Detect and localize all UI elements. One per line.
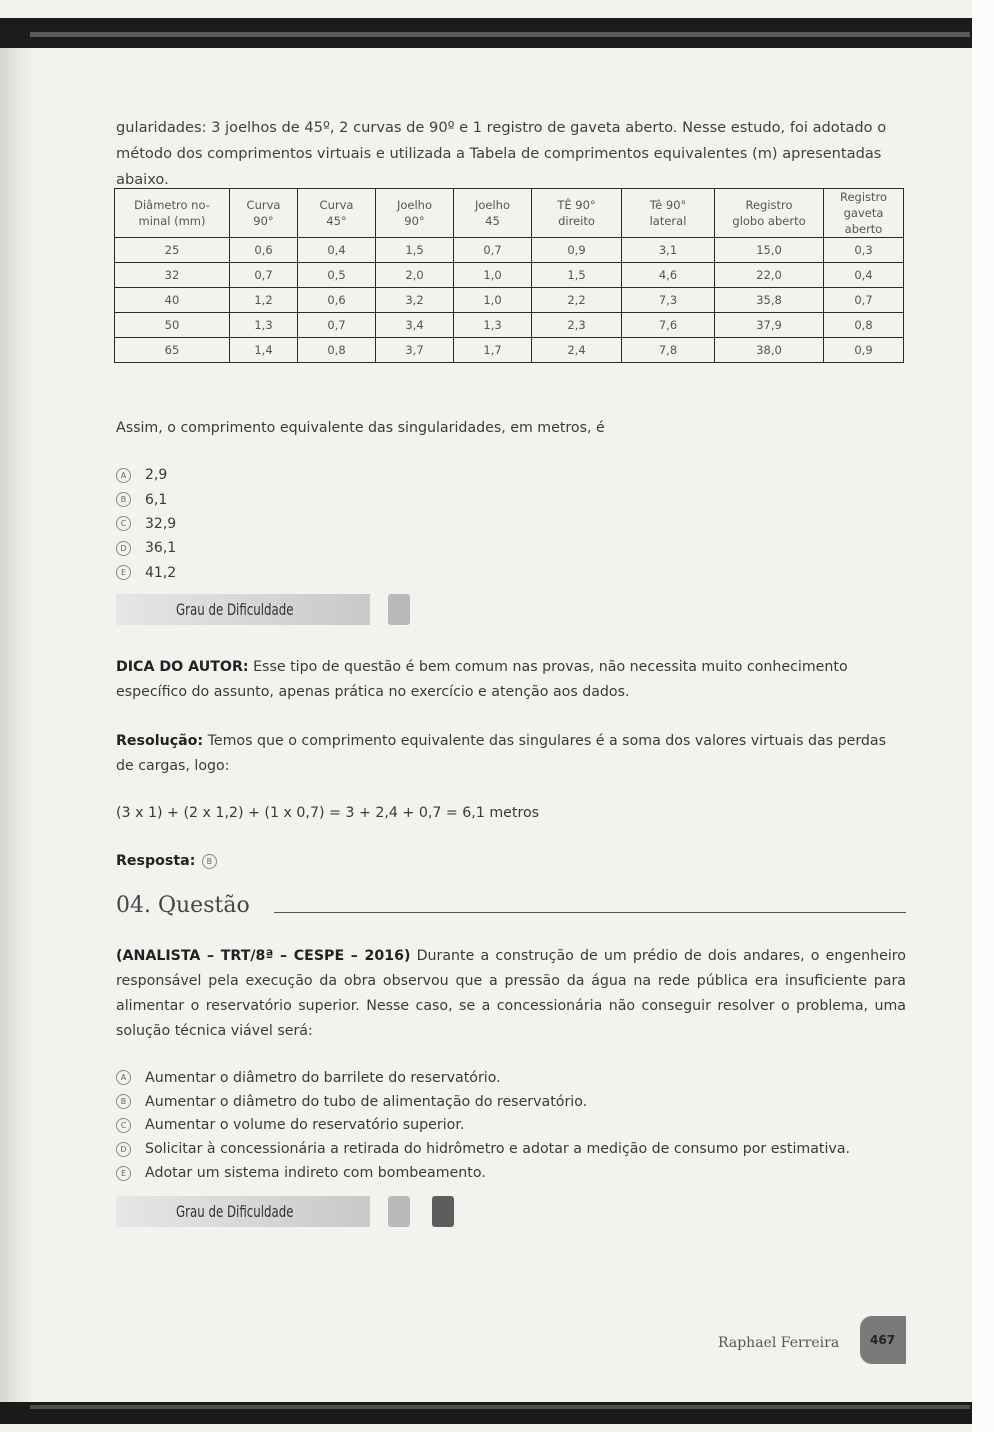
table-header-cell: Joelho 45: [454, 189, 532, 238]
option-text: Aumentar o diâmetro do barrilete do reservatório.: [145, 1069, 501, 1086]
resolution: [116, 729, 906, 779]
table-cell: 1,0: [454, 263, 532, 288]
table-cell: 2,4: [532, 338, 622, 363]
table-cell: 2,2: [532, 288, 622, 313]
table-cell: 1,3: [454, 313, 532, 338]
bottom-border: [0, 1402, 972, 1424]
option-text: Aumentar o volume do reservatório superior.: [145, 1117, 465, 1134]
option-c[interactable]: [116, 512, 416, 536]
option-a[interactable]: [116, 1066, 906, 1090]
question-source: (ANALISTA – TRT/8ª – CESPE – 2016): [116, 948, 411, 964]
option-letter-icon: A: [116, 468, 131, 483]
option-d[interactable]: [116, 1137, 906, 1161]
table-cell: 15,0: [715, 238, 824, 263]
answer-options: [116, 463, 416, 585]
table-cell: 3,2: [376, 288, 454, 313]
table-header-cell: Diâmetro no- minal (mm): [115, 189, 230, 238]
option-text: 32,9: [145, 515, 177, 532]
option-a[interactable]: [116, 463, 416, 487]
option-text: Adotar um sistema indireto com bombeamento.: [145, 1165, 486, 1182]
difficulty-label: Grau de Dificuldade: [176, 600, 294, 619]
table-header-cell: Registro globo aberto: [715, 189, 824, 238]
difficulty-level-icon: [432, 1196, 454, 1227]
table-cell: 7,6: [622, 313, 715, 338]
answer-label: Resposta:: [116, 853, 196, 869]
top-border: [0, 18, 972, 48]
table-row: [115, 238, 904, 263]
table-cell: 1,4: [230, 338, 298, 363]
table-cell: 0,5: [298, 263, 376, 288]
option-text: Aumentar o diâmetro do tubo de alimentação do reservatório.: [145, 1093, 588, 1110]
table-row: [115, 263, 904, 288]
difficulty-label: Grau de Dificuldade: [176, 1202, 294, 1221]
table-cell: 0,7: [230, 263, 298, 288]
option-letter-icon: C: [116, 516, 131, 531]
question-stem-text: Durante a construção de um prédio de dois andares, o engenheiro responsável pela execução da obra observou que a pressão da água na rede pública era insuficiente para alimentar o reservatório superior. Nesse caso, se a concessionária não conseguir resolver o problema, uma solução técnica viável será:: [116, 948, 906, 1039]
table-cell: 35,8: [715, 288, 824, 313]
option-letter-icon: D: [116, 541, 131, 556]
option-letter-icon: B: [116, 1094, 131, 1109]
option-b[interactable]: [116, 487, 416, 511]
table-cell: 0,4: [298, 238, 376, 263]
resolution-text: Temos que o comprimento equivalente das singulares é a soma dos valores virtuais das perdas de cargas, logo:: [116, 733, 886, 774]
table-cell: 3,7: [376, 338, 454, 363]
option-letter-icon: D: [116, 1142, 131, 1157]
table-cell: 0,7: [824, 288, 904, 313]
table-cell: 37,9: [715, 313, 824, 338]
table-cell: 0,4: [824, 263, 904, 288]
table-cell: 0,7: [298, 313, 376, 338]
option-letter-icon: B: [116, 492, 131, 507]
page-binding-shadow: [0, 48, 34, 1402]
table-cell: 32: [115, 263, 230, 288]
table-cell: 0,8: [824, 313, 904, 338]
formula: (3 x 1) + (2 x 1,2) + (1 x 0,7) = 3 + 2,4 + 0,7 = 6,1 metros: [116, 805, 540, 821]
table-cell: 22,0: [715, 263, 824, 288]
table-cell: 2,0: [376, 263, 454, 288]
table-header-cell: Tê 90° lateral: [622, 189, 715, 238]
option-e[interactable]: [116, 1161, 906, 1185]
page-number: 467: [870, 1333, 896, 1347]
option-text: 36,1: [145, 540, 177, 557]
table-cell: 7,8: [622, 338, 715, 363]
table-header-cell: Curva 90°: [230, 189, 298, 238]
option-letter-icon: E: [116, 1166, 131, 1181]
table-header-cell: TÊ 90° direito: [532, 189, 622, 238]
table-cell: 0,8: [298, 338, 376, 363]
footer-author: Raphael Ferreira: [718, 1335, 840, 1351]
table-cell: 25: [115, 238, 230, 263]
tip-text: Esse tipo de questão é bem comum nas provas, não necessita muito conhecimento específico do assunto, apenas prática no exercício e atenção aos dados.: [116, 659, 848, 700]
table-cell: 1,5: [532, 263, 622, 288]
table-cell: 1,7: [454, 338, 532, 363]
question-heading: 04. Questão: [116, 893, 250, 918]
intro-paragraph: gularidades: 3 joelhos de 45º, 2 curvas de 90º e 1 registro de gaveta aberto. Nesse estudo, foi adotado o método dos comprimentos virtuais e utilizada a Tabela de comprimentos equivalentes (m) apresentadas abaixo.: [116, 119, 887, 188]
answer-letter-icon: B: [202, 854, 217, 869]
option-text: 41,2: [145, 564, 177, 581]
table-cell: 0,3: [824, 238, 904, 263]
table-cell: 3,1: [622, 238, 715, 263]
answer-options-q4: [116, 1066, 906, 1185]
page-number-tab: [860, 1316, 906, 1364]
table-cell: 2,3: [532, 313, 622, 338]
table-cell: 1,3: [230, 313, 298, 338]
table-cell: 65: [115, 338, 230, 363]
table-header-cell: Joelho 90°: [376, 189, 454, 238]
table-cell: 0,7: [454, 238, 532, 263]
question-stem: [116, 944, 906, 1044]
table-cell: 50: [115, 313, 230, 338]
difficulty-label-box: [116, 594, 370, 625]
page-margin-right: [972, 0, 994, 1432]
table-cell: 1,0: [454, 288, 532, 313]
table-cell: 38,0: [715, 338, 824, 363]
option-d[interactable]: [116, 536, 416, 560]
table-cell: 0,9: [532, 238, 622, 263]
table-cell: 40: [115, 288, 230, 313]
table-cell: 4,6: [622, 263, 715, 288]
option-text: 6,1: [145, 491, 168, 508]
table-cell: 1,2: [230, 288, 298, 313]
table-cell: 7,3: [622, 288, 715, 313]
resolution-label: Resolução:: [116, 733, 204, 749]
table-row: [115, 313, 904, 338]
table-row: [115, 338, 904, 363]
difficulty-level-icon: [388, 1196, 410, 1227]
difficulty-label-box-q4: [116, 1196, 370, 1227]
table-header-cell: Curva 45°: [298, 189, 376, 238]
table-cell: 0,6: [298, 288, 376, 313]
option-letter-icon: A: [116, 1070, 131, 1085]
table-cell: 0,9: [824, 338, 904, 363]
table-header-row: [115, 189, 904, 238]
option-c[interactable]: [116, 1114, 906, 1138]
option-b[interactable]: [116, 1090, 906, 1114]
author-tip: [116, 655, 906, 705]
option-e[interactable]: [116, 561, 416, 585]
option-text: Solicitar à concessionária a retirada do hidrômetro e adotar a medição de consumo por estimativa.: [145, 1141, 851, 1158]
table-row: [115, 288, 904, 313]
option-letter-icon: E: [116, 565, 131, 580]
tip-label: DICA DO AUTOR:: [116, 659, 249, 675]
equivalent-length-table: [114, 188, 904, 363]
table-cell: 1,5: [376, 238, 454, 263]
difficulty-level-icon: [388, 594, 410, 625]
answer: [116, 849, 906, 874]
option-text: 2,9: [145, 467, 168, 484]
question-prompt: Assim, o comprimento equivalente das singularidades, em metros, é: [116, 420, 605, 436]
table-cell: 0,6: [230, 238, 298, 263]
table-header-cell: Registro gaveta aberto: [824, 189, 904, 238]
table-cell: 3,4: [376, 313, 454, 338]
option-letter-icon: C: [116, 1118, 131, 1133]
heading-rule: [274, 912, 906, 913]
